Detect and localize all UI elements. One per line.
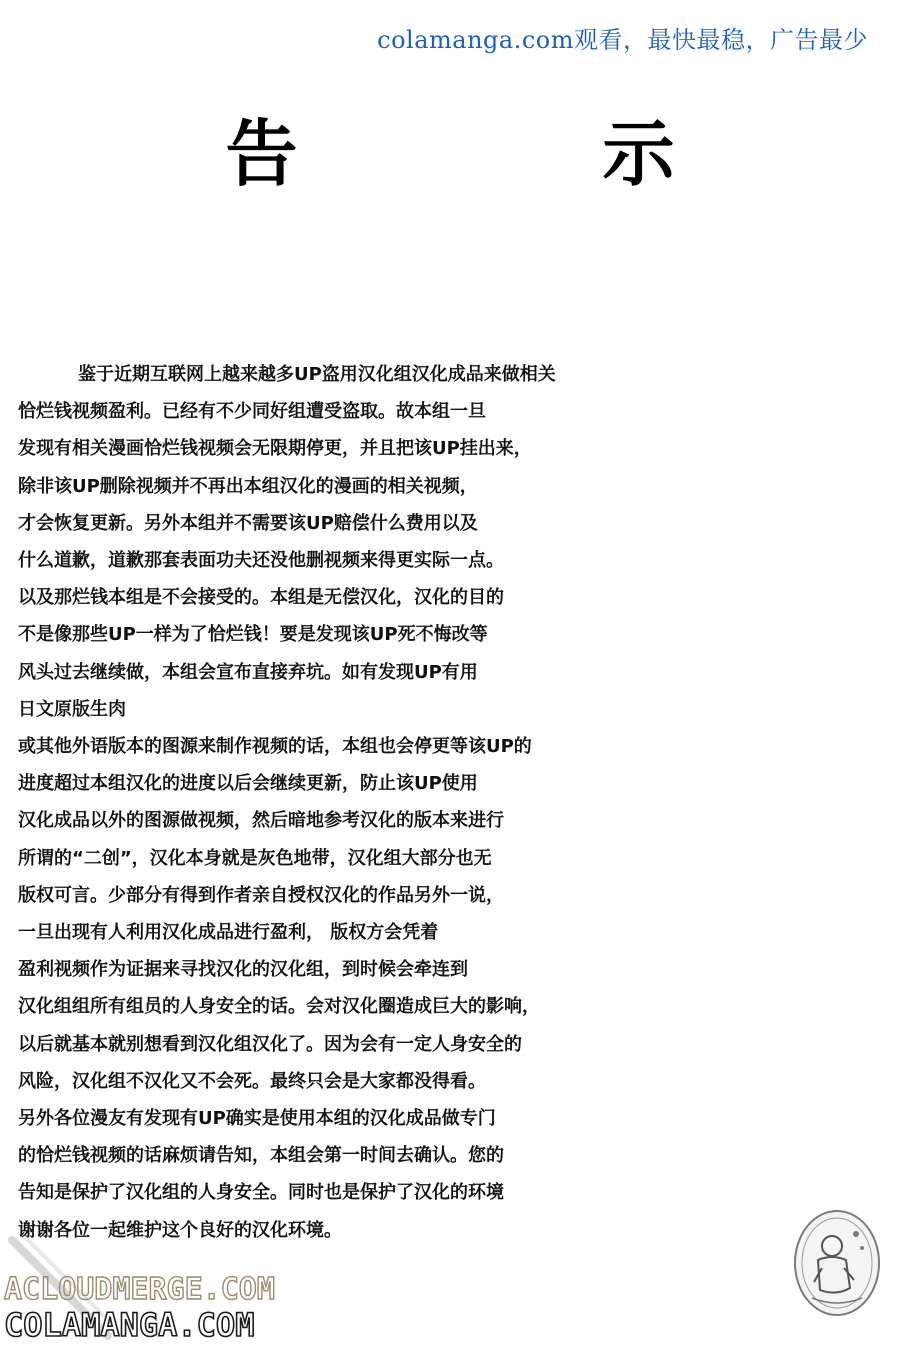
notice-line: 的恰烂钱视频的话麻烦请告知，本组会第一时间去确认。您的 xyxy=(18,1145,504,1167)
group-seal-icon xyxy=(792,1208,882,1318)
notice-line: 所谓的“二创”，汉化本身就是灰色地带，汉化组大部分也无 xyxy=(18,847,492,869)
notice-line: 告知是保护了汉化组的人身安全。同时也是保护了汉化的环境 xyxy=(18,1182,504,1204)
notice-line: 发现有相关漫画恰烂钱视频会无限期停更，并且把该UP挂出来， xyxy=(18,438,532,460)
site-banner[interactable]: colamanga.com观看，最快最稳，广告最少 xyxy=(377,26,868,54)
notice-line: 日文原版生肉 xyxy=(18,698,126,720)
notice-line: 风险，汉化组不汉化又不会死。最终只会是大家都没得看。 xyxy=(18,1070,486,1092)
notice-line: 以后就基本就别想看到汉化组汉化了。因为会有一定人身安全的 xyxy=(18,1033,522,1055)
notice-line: 除非该UP删除视频并不再出本组汉化的漫画的相关视频， xyxy=(18,475,478,497)
notice-line: 或其他外语版本的图源来制作视频的话，本组也会停更等该UP的 xyxy=(18,736,532,758)
notice-line: 汉化成品以外的图源做视频，然后暗地参考汉化的版本来进行 xyxy=(18,810,504,832)
notice-line: 汉化组组所有组员的人身安全的话。会对汉化圈造成巨大的影响， xyxy=(18,996,540,1018)
watermark-colamanga: COLAMANGA.COM xyxy=(4,1306,255,1344)
notice-line: 鉴于近期互联网上越来越多UP盗用汉化组汉化成品来做相关 xyxy=(78,364,556,385)
notice-body xyxy=(18,356,898,1249)
notice-line: 进度超过本组汉化的进度以后会继续更新，防止该UP使用 xyxy=(18,773,478,795)
notice-line: 版权可言。少部分有得到作者亲自授权汉化的作品另外一说， xyxy=(18,884,504,906)
notice-line: 什么道歉，道歉那套表面功夫还没他删视频来得更实际一点。 xyxy=(18,550,504,572)
notice-line: 恰烂钱视频盈利。已经有不少同好组遭受盗取。故本组一旦 xyxy=(18,401,486,423)
notice-line: 以及那烂钱本组是不会接受的。本组是无偿汉化，汉化的目的 xyxy=(18,587,504,609)
notice-line: 盈利视频作为证据来寻找汉化的汉化组，到时候会牵连到 xyxy=(18,959,468,981)
notice-line: 风头过去继续做，本组会宣布直接弃坑。如有发现UP有用 xyxy=(18,661,478,683)
watermark-acloudmerge: ACLOUDMERGE.COM xyxy=(4,1272,275,1307)
notice-line: 谢谢各位一起维护这个良好的汉化环境。 xyxy=(18,1219,342,1241)
notice-title: 告 示 xyxy=(225,112,815,196)
notice-line: 另外各位漫友有发现有UP确实是使用本组的汉化成品做专门 xyxy=(18,1108,496,1130)
notice-line: 不是像那些UP一样为了恰烂钱！要是发现该UP死不悔改等 xyxy=(18,624,488,646)
notice-line: 才会恢复更新。另外本组并不需要该UP赔偿什么费用以及 xyxy=(18,512,478,534)
notice-line: 一旦出现有人利用汉化成品进行盈利， 版权方会凭着 xyxy=(18,922,439,944)
